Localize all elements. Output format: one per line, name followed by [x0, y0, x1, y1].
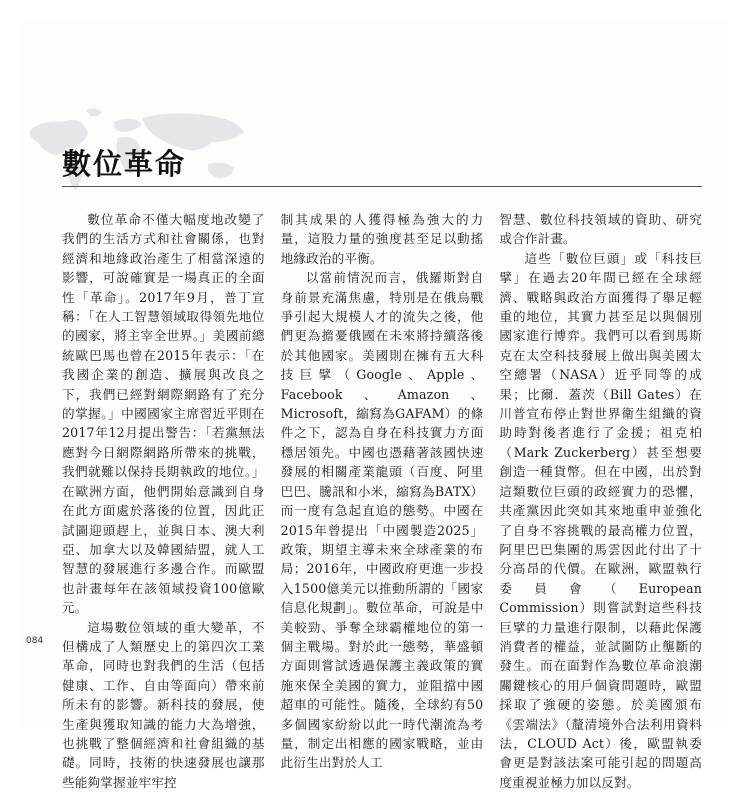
- body-columns: [62, 210, 702, 792]
- title-divider: [62, 186, 702, 187]
- paragraph: 數位革命不僅大幅度地改變了我們的生活方式和社會關係，也對經濟和地緣政治產生了相當深遠的影響，可說確實是一場真正的全面性「革命」。2017年9月，普丁宣稱：「在人工智慧領域取得領先地位的國家，將主宰全世界。」美國前總統歐巴馬也曾在2015年表示：「在我國企業的創造、擴展與改良之下，我們已經對網際網路有了充分的掌握。」中國國家主席習近平則在2017年12月提出警告：「若黨無法應對今日網際網路所帶來的挑戰，我們就難以保持長期執政的地位。」在歐洲方面，他們開始意識到自身在此方面處於落後的位置，因此正試圖迎頭趕上，並與日本、澳大利亞、加拿大以及韓國結盟，就人工智慧的發展進行多邊合作。而歐盟也計畫每年在該領域投資100億歐元。: [62, 212, 265, 616]
- text-column-2: [281, 210, 484, 792]
- page-title: 數位革命: [62, 147, 187, 181]
- page-number: 084: [26, 636, 44, 646]
- paragraph: 這些「數位巨頭」或「科技巨擘」在過去20年間已經在全球經濟、戰略與政治方面獲得了舉足輕重的地位，其實力甚至足以與個別國家進行博弈。我們可以看到馬斯克在太空科技發展上做出與美國太空總署（NASA）近乎同等的成果；比爾．蓋茨（Bill Gates）在川普宣布停止對世界衛生組織的資助時對後者進行了金援；祖克柏（Mark Zuckerberg）甚至想要創造一種貨幣。但在中國，出於對這類數位巨頭的政經實力的恐懼，共產黨因此突如其來地重申並強化了自身不容挑戰的最高權力位置，阿里巴巴集團的馬雲因此付出了十分高昂的代價。在歐洲，歐盟執行委員會（European Commission）則嘗試對這些科技巨擘的力量進行限制，以藉此保護消費者的權益，並試圖防止壟斷的發生。而在面對作為數位革命浪潮關鍵核心的用戶個資問題時，歐盟採取了強硬的姿態。於美國頒布《雲端法》（釐清境外合法利用資料法，CLOUD Act）後，歐盟執委會更是對該法案可能引起的問題高度重視並極力加以反對。: [499, 250, 703, 790]
- paragraph: 這場數位領域的重大變革，不但構成了人類歷史上的第四次工業革命，同時也對我們的生活（包括健康、工作、自由等面向）帶來前所未有的影響。新科技的發展，使生產與獲取知識的能力大為增強，也挑戰了整個經濟和社會組織的基礎。同時，技術的快速發展也讓那些能夠掌握並牢牢控: [62, 619, 265, 790]
- text-column-3: [499, 210, 702, 792]
- text-column-1: [62, 210, 265, 792]
- paragraph-continuation: 智慧、數位科技領域的資助、研究或合作計畫。: [499, 212, 703, 247]
- paragraph-continuation: 制其成果的人獲得極為強大的力量，這股力量的強度甚至足以動搖地緣政治的平衡。: [280, 212, 484, 266]
- book-page: [22, 22, 728, 790]
- paragraph: 以當前情況而言，俄羅斯對自身前景充滿焦慮，特別是在俄烏戰爭引起大規模人才的流失之後，他們更為擔憂俄國在未來將持續落後於其他國家。美國則在擁有五大科技巨擘（Google、Apple、Facebook、Amazon、Microsoft，縮寫為GAFAM）的條件之下，認為自身在科技實力方面穩居領先。中國也憑藉著該國快速發展的相關產業龍頭（百度、阿里巴巴、騰訊和小米，縮寫為BATX）而一度有急起直追的態勢。中國在2015年曾提出「中國製造2025」政策，期望主導未來全球產業的布局；2016年，中國政府更進一步投入1500億美元以推動所謂的「國家信息化規劃」。數位革命，可說是中美較勁、爭奪全球霸權地位的第一個主戰場。對於此一態勢，華盛頓方面則嘗試透過保護主義政策的實施來保全美國的實力，並阻擋中國超車的可能性。隨後，全球約有50多個國家紛紛以此一時代潮流為考量，制定出相應的國家戰略，並由此衍生出對於人工: [280, 270, 484, 771]
